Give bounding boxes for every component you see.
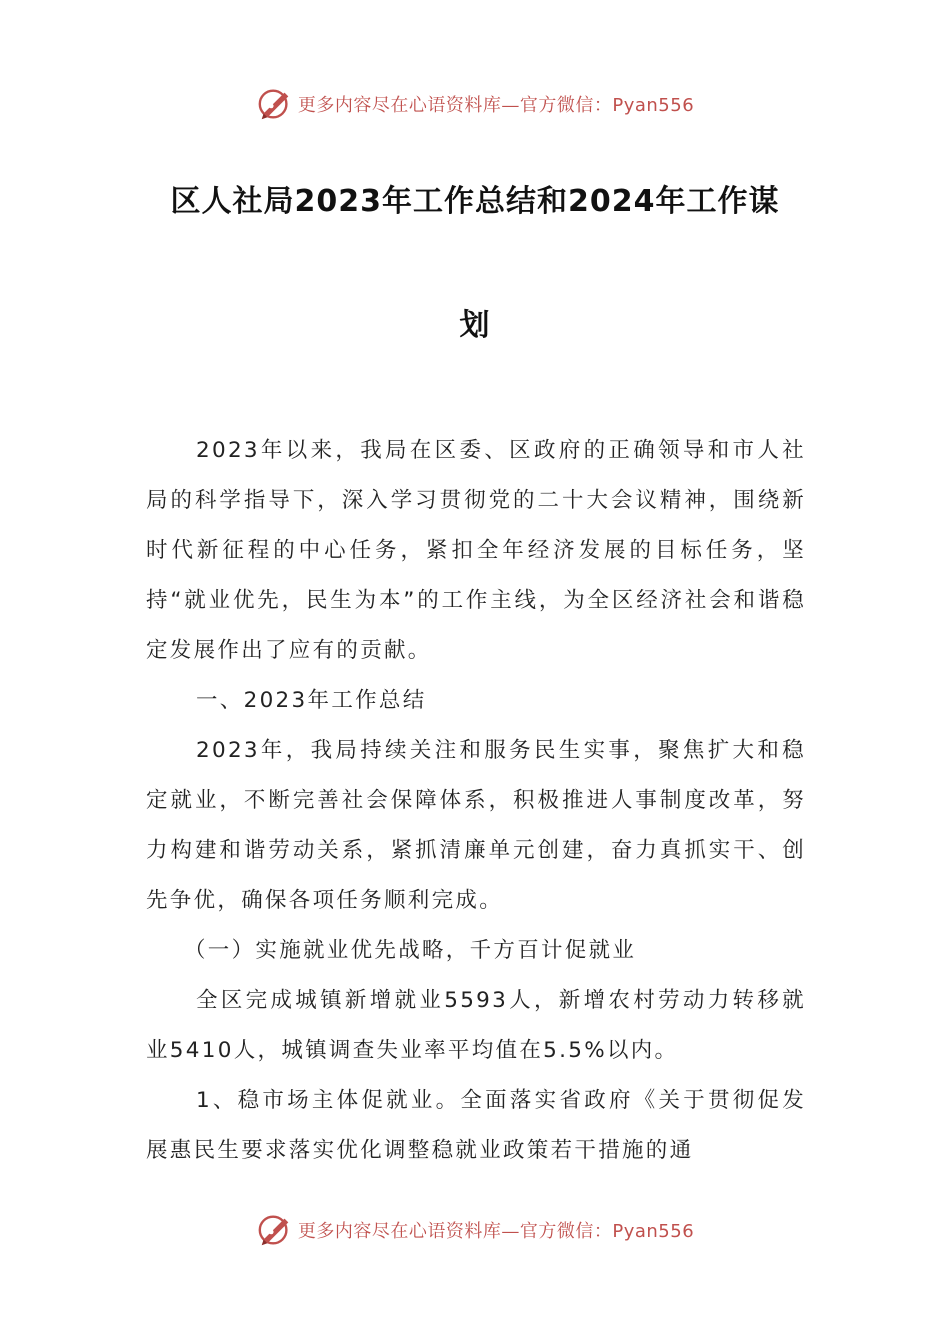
watermark-footer xyxy=(0,1210,950,1250)
paragraph-employment-stats: 全区完成城镇新增就业5593人，新增农村劳动力转移就业5410人，城镇调查失业率平均值在5.5%以内。 xyxy=(146,988,806,1063)
document-title-continued: 划 xyxy=(459,308,491,343)
watermark-text: 更多内容尽在心语资料库—官方微信：Pyan556 xyxy=(297,95,695,116)
watermark-header xyxy=(0,84,950,124)
wechat-id: Pyan556 xyxy=(612,1221,695,1242)
paragraph-summary: 2023年，我局持续关注和服务民生实事，聚焦扩大和稳定就业，不断完善社会保障体系，积极推进人事制度改革，努力构建和谐劳动关系，紧抓清廉单元创建，奋力真抓实干、创先争优，确保各项任务顺利完成。 xyxy=(146,738,806,913)
pen-logo-icon xyxy=(256,85,294,123)
section-heading-1: 一、2023年工作总结 xyxy=(196,688,427,713)
document-title: 区人社局2023年工作总结和2024年工作谋 xyxy=(170,184,780,219)
paragraph-item-1: 1、稳市场主体促就业。全面落实省政府《关于贯彻促发展惠民生要求落实优化调整稳就业政策若干措施的通 xyxy=(146,1088,806,1163)
watermark-text: 更多内容尽在心语资料库—官方微信：Pyan556 xyxy=(297,1221,695,1242)
subsection-heading-1: （一）实施就业优先战略，千方百计促就业 xyxy=(184,938,637,963)
paragraph-intro: 2023年以来，我局在区委、区政府的正确领导和市人社局的科学指导下，深入学习贯彻党的二十大会议精神，围绕新时代新征程的中心任务，紧扣全年经济发展的目标任务，坚持“就业优先，民生为本”的工作主线，为全区经济社会和谐稳定发展作出了应有的贡献。 xyxy=(146,438,806,663)
pen-logo-icon xyxy=(256,1211,294,1249)
wechat-id: Pyan556 xyxy=(612,95,695,116)
document-body xyxy=(146,426,806,1176)
